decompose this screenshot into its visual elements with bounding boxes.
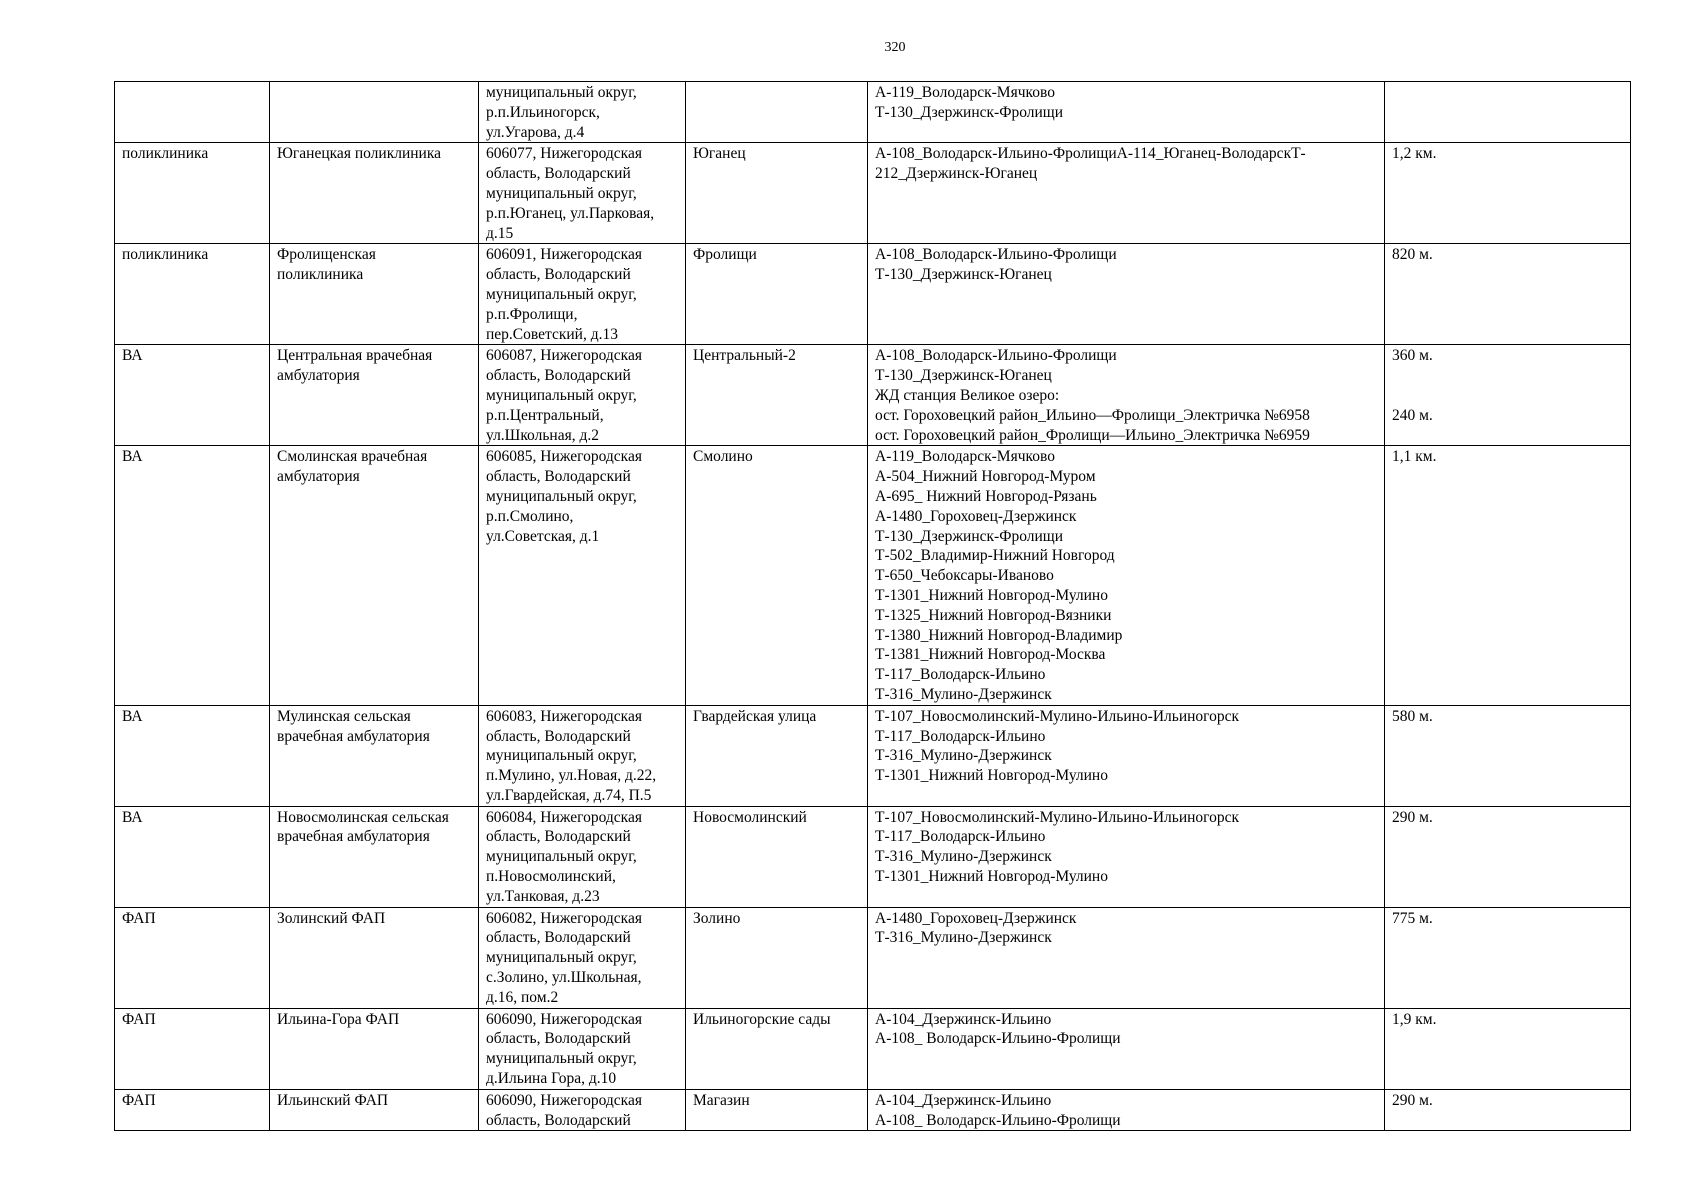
facility-type-cell: ВА	[115, 806, 270, 907]
table-row	[115, 345, 1631, 446]
facility-type-cell: поликлиника	[115, 143, 270, 244]
page-number: 320	[884, 40, 906, 55]
bus-stop-cell: Юганец	[686, 143, 868, 244]
table-row	[115, 82, 1631, 143]
bus-stop-cell: Смолино	[686, 446, 868, 705]
table-row	[115, 143, 1631, 244]
distance-cell: 290 м.	[1385, 806, 1631, 907]
distance-cell: 580 м.	[1385, 705, 1631, 806]
routes-cell: А-104_Дзержинск-Ильино А-108_ Володарск-Ильино-Фролищи	[868, 1008, 1385, 1089]
facility-type-cell: ФАП	[115, 907, 270, 1008]
address-cell: 606083, Нижегородская область, Володарский муниципальный округ, п.Мулино, ул.Новая, д.22, ул.Гвардейская, д.74, П.5	[479, 705, 686, 806]
table-row	[115, 705, 1631, 806]
table-row	[115, 446, 1631, 705]
facility-type-cell: ФАП	[115, 1008, 270, 1089]
facility-name-cell	[270, 82, 479, 143]
bus-stop-cell: Фролищи	[686, 244, 868, 345]
facility-type-cell: ВА	[115, 705, 270, 806]
address-cell: 606084, Нижегородская область, Володарский муниципальный округ, п.Новосмолинский, ул.Танковая, д.23	[479, 806, 686, 907]
facility-name-cell: Ильинский ФАП	[270, 1089, 479, 1131]
routes-cell: А-108_Володарск-Ильино-ФролищиА-114_Юганец-ВолодарскТ- 212_Дзержинск-Юганец	[868, 143, 1385, 244]
address-cell: 606082, Нижегородская область, Володарский муниципальный округ, с.Золино, ул.Школьная, д.16, пом.2	[479, 907, 686, 1008]
facility-type-cell: ВА	[115, 446, 270, 705]
distance-cell: 290 м.	[1385, 1089, 1631, 1131]
distance-cell: 1,2 км.	[1385, 143, 1631, 244]
address-cell: 606087, Нижегородская область, Володарский муниципальный округ, р.п.Центральный, ул.Школьная, д.2	[479, 345, 686, 446]
routes-cell: Т-107_Новосмолинский-Мулино-Ильино-Ильиногорск Т-117_Володарск-Ильино Т-316_Мулино-Дзержинск Т-1301_Нижний Новгород-Мулино	[868, 705, 1385, 806]
bus-stop-cell: Золино	[686, 907, 868, 1008]
routes-cell: А-1480_Гороховец-Дзержинск Т-316_Мулино-Дзержинск	[868, 907, 1385, 1008]
table-row	[115, 1008, 1631, 1089]
facility-type-cell: поликлиника	[115, 244, 270, 345]
address-cell: 606090, Нижегородская область, Володарский	[479, 1089, 686, 1131]
bus-stop-cell: Новосмолинский	[686, 806, 868, 907]
bus-stop-cell: Ильиногорские сады	[686, 1008, 868, 1089]
facility-name-cell: Смолинская врачебная амбулатория	[270, 446, 479, 705]
facilities-table	[114, 81, 1631, 1131]
facility-name-cell: Фролищенская поликлиника	[270, 244, 479, 345]
distance-cell: 1,9 км.	[1385, 1008, 1631, 1089]
address-cell: 606091, Нижегородская область, Володарский муниципальный округ, р.п.Фролищи, пер.Советский, д.13	[479, 244, 686, 345]
facility-name-cell: Центральная врачебная амбулатория	[270, 345, 479, 446]
bus-stop-cell: Центральный-2	[686, 345, 868, 446]
distance-cell: 1,1 км.	[1385, 446, 1631, 705]
facility-name-cell: Золинский ФАП	[270, 907, 479, 1008]
facility-name-cell: Юганецкая поликлиника	[270, 143, 479, 244]
table-row	[115, 1089, 1631, 1131]
facility-type-cell: ВА	[115, 345, 270, 446]
bus-stop-cell: Гвардейская улица	[686, 705, 868, 806]
bus-stop-cell: Магазин	[686, 1089, 868, 1131]
facility-name-cell: Новосмолинская сельская врачебная амбулатория	[270, 806, 479, 907]
address-cell: 606077, Нижегородская область, Володарский муниципальный округ, р.п.Юганец, ул.Парковая, д.15	[479, 143, 686, 244]
facility-type-cell: ФАП	[115, 1089, 270, 1131]
bus-stop-cell	[686, 82, 868, 143]
address-cell: муниципальный округ, р.п.Ильиногорск, ул.Угарова, д.4	[479, 82, 686, 143]
routes-cell: А-104_Дзержинск-Ильино А-108_ Володарск-Ильино-Фролищи	[868, 1089, 1385, 1131]
distance-cell: 360 м. 240 м.	[1385, 345, 1631, 446]
facility-name-cell: Мулинская сельская врачебная амбулатория	[270, 705, 479, 806]
routes-cell: А-108_Володарск-Ильино-Фролищи Т-130_Дзержинск-Юганец ЖД станция Великое озеро: ост. Гороховецкий район_Ильино—Фролищи_Электричка №6958 ост. Гороховецкий район_Фролищи—Ильино_Электричка №6959	[868, 345, 1385, 446]
routes-cell: А-119_Володарск-Мячково А-504_Нижний Новгород-Муром А-695_ Нижний Новгород-Рязань А-1480_Гороховец-Дзержинск Т-130_Дзержинск-Фролищи Т-502_Владимир-Нижний Новгород Т-650_Чебоксары-Иваново Т-1301_Нижний Новгород-Мулино Т-1325_Нижний Новгород-Вязники Т-1380_Нижний Новгород-Владимир Т-1381_Нижний Новгород-Москва Т-117_Володарск-Ильино Т-316_Мулино-Дзержинск	[868, 446, 1385, 705]
routes-cell: Т-107_Новосмолинский-Мулино-Ильино-Ильиногорск Т-117_Володарск-Ильино Т-316_Мулино-Дзержинск Т-1301_Нижний Новгород-Мулино	[868, 806, 1385, 907]
distance-cell: 820 м.	[1385, 244, 1631, 345]
distance-cell: 775 м.	[1385, 907, 1631, 1008]
distance-cell	[1385, 82, 1631, 143]
routes-cell: А-119_Володарск-Мячково Т-130_Дзержинск-Фролищи	[868, 82, 1385, 143]
table-row	[115, 806, 1631, 907]
address-cell: 606090, Нижегородская область, Володарский муниципальный округ, д.Ильина Гора, д.10	[479, 1008, 686, 1089]
facility-name-cell: Ильина-Гора ФАП	[270, 1008, 479, 1089]
routes-cell: А-108_Володарск-Ильино-Фролищи Т-130_Дзержинск-Юганец	[868, 244, 1385, 345]
table-row	[115, 907, 1631, 1008]
address-cell: 606085, Нижегородская область, Володарский муниципальный округ, р.п.Смолино, ул.Советская, д.1	[479, 446, 686, 705]
facility-type-cell	[115, 82, 270, 143]
table-row	[115, 244, 1631, 345]
